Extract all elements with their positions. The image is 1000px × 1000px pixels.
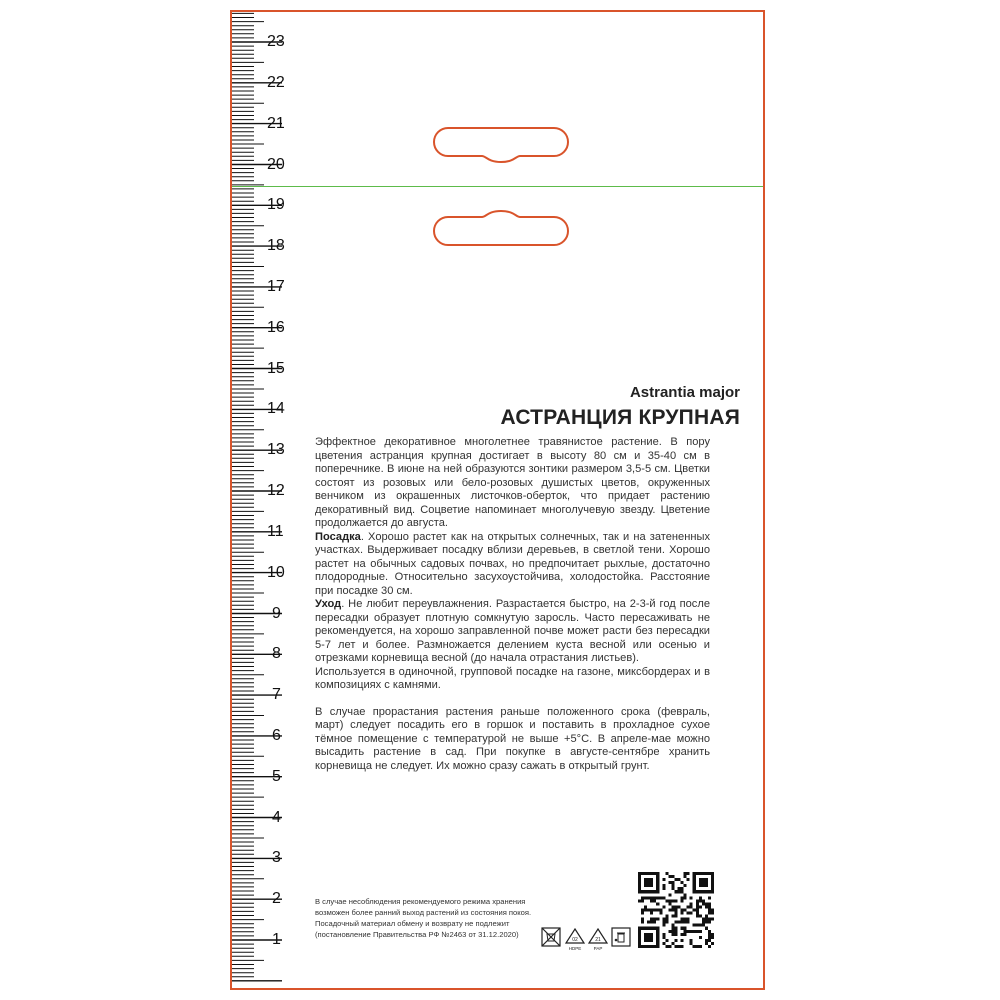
ruler-number: 20 bbox=[267, 155, 285, 173]
planting-text: . Хорошо растет как на открытых солнечных, так и на затененных участках. Выдерживает посадку вблизи деревьев, в светлой тени. Хорошо растет на обычных садовых почвах, но предпочитает рыхлые, достаточно плодородные. Относительно засухоустойчива, холодостойка. Расстояние при посадке 30 см. bbox=[315, 530, 710, 597]
ruler-number: 11 bbox=[267, 522, 284, 540]
ruler-number: 18 bbox=[267, 237, 285, 255]
pap-label: PAP bbox=[593, 946, 603, 951]
note-line-1: В случае несоблюдения рекомендуемого режима хранения bbox=[315, 897, 526, 906]
usage-paragraph: Используется в одиночной, групповой посадке на газоне, миксбордерах и в композициях с камнями. bbox=[315, 665, 710, 691]
intro-paragraph: Эффектное декоративное многолетнее травянистое растение. В пору цветения астранция крупная достигает в высоту 80 см и 35-40 см в поперечнике. В июне на ней образуются зонтики размером 3,5-5 см. Цветки состоят из розовых или бело-розовых душистых цветов, окруженных венчиком из окрашенных листочков-обертoк, что придает растению декоративный вид. Соцветие напоминает многолучевую звезду. Цветение продолжается до августа. bbox=[315, 436, 710, 529]
trash-bin-icon bbox=[612, 928, 630, 946]
ruler-number: 1 bbox=[272, 931, 281, 948]
svg-text:21: 21 bbox=[595, 937, 601, 943]
hdpe-label: HDPE bbox=[568, 946, 582, 951]
qr-code[interactable] bbox=[638, 872, 714, 948]
ruler-number: 17 bbox=[267, 277, 285, 295]
paper-recycle-icon bbox=[589, 929, 607, 951]
care-label: Уход bbox=[315, 598, 342, 610]
ruler-number: 2 bbox=[272, 890, 281, 908]
ruler-number: 7 bbox=[272, 686, 281, 704]
description bbox=[315, 436, 710, 773]
ruler-number: 13 bbox=[267, 441, 285, 459]
ruler-number: 9 bbox=[272, 604, 281, 622]
ruler-number: 6 bbox=[272, 726, 281, 744]
sprouting-paragraph: В случае прорастания растения раньше положенного срока (февраль, март) следует посадить его в горшок и поставить в прохладное сухое тёмное помещение с температурой не выше +5°С. В апреле-мае можно высадить растение в сад. При покупке в августе-сентябре хранить корневища не следует. Их можно сразу сажать в открытый грунт. bbox=[315, 705, 710, 772]
ruler-number: 22 bbox=[267, 73, 285, 91]
ruler-number: 12 bbox=[267, 482, 285, 499]
ruler-number: 4 bbox=[272, 808, 281, 826]
latin-name: Astrantia major bbox=[629, 384, 740, 401]
ruler-number: 10 bbox=[267, 563, 285, 581]
planting-label: Посадка bbox=[315, 530, 361, 543]
note-line-4: (постановление Правительства РФ №2463 от 31.12.2020) bbox=[315, 930, 519, 939]
hang-slot-upper bbox=[432, 125, 570, 163]
ruler-number: 15 bbox=[267, 359, 285, 377]
hdpe-recycle-icon bbox=[566, 929, 584, 951]
planting-paragraph bbox=[315, 531, 710, 599]
care-paragraph bbox=[315, 598, 710, 666]
ruler-number: 14 bbox=[267, 400, 285, 418]
ruler-number: 8 bbox=[272, 645, 281, 663]
ruler-number: 16 bbox=[267, 318, 285, 336]
care-text: . Не любит переувлажнения. Разрастается быстро, на 2-3-й год после пересадки образует плотную сомкнутую заросль. Часто пересаживать не рекомендуется, на хорошо заправленной почве может расти без пересадки 5-7 лет и более. Размножается делением куста весной или осенью и отрезками корневища весной (до начала отрастания листьев). bbox=[315, 598, 710, 664]
ruler-number: 3 bbox=[272, 849, 281, 867]
svg-text:02: 02 bbox=[572, 937, 578, 943]
ruler-number: 19 bbox=[267, 196, 285, 214]
ruler-number: 23 bbox=[267, 33, 285, 50]
storage-note bbox=[315, 896, 555, 940]
hang-slot-lower bbox=[432, 208, 570, 246]
note-line-3: Посадочный материал обмену и возврату не подлежит bbox=[315, 919, 510, 928]
note-line-2: возможен более ранний выход растений из состояния покоя. bbox=[315, 908, 532, 917]
ruler-number: 21 bbox=[267, 114, 285, 132]
ruler-number: 5 bbox=[272, 767, 281, 785]
russian-name: АСТРАНЦИЯ КРУПНАЯ bbox=[500, 406, 740, 429]
fold-line bbox=[232, 186, 763, 187]
not-for-food-icon bbox=[542, 928, 560, 946]
packaging-icons bbox=[540, 925, 635, 951]
